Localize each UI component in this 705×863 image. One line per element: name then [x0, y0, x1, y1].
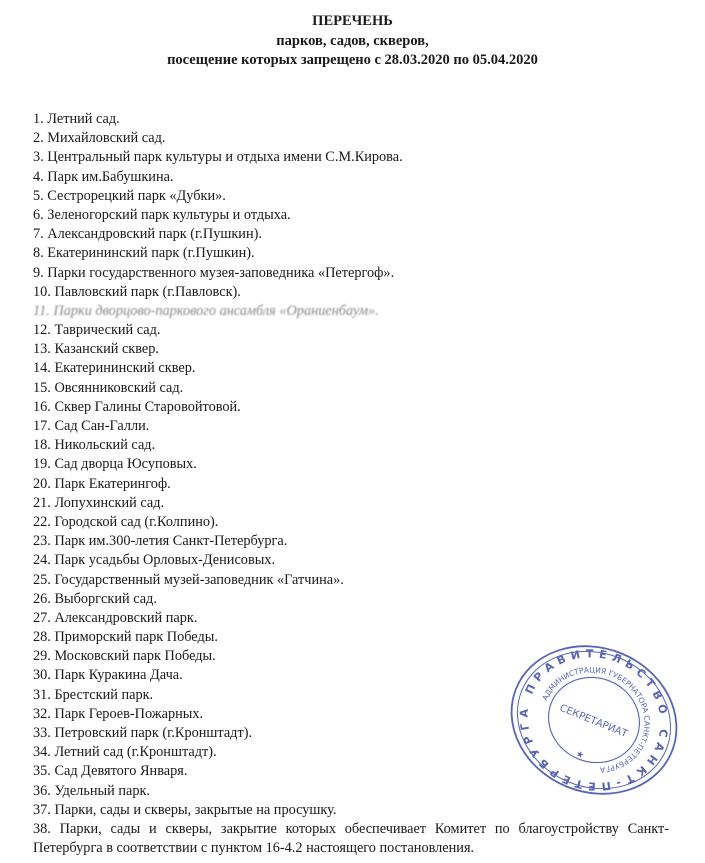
list-item: 2. Михайловский сад. — [33, 130, 166, 147]
list-item: 12. Таврический сад. — [33, 322, 161, 339]
stamp-outer-text: ПРАВИТЕЛЬСТВО САНКТ-ПЕТЕРБУРГА — [517, 647, 671, 793]
list-item: 13. Казанский сквер. — [33, 341, 159, 358]
list-item: 28. Приморский парк Победы. — [33, 629, 218, 646]
list-item: 3. Центральный парк культуры и отдыха имени С.М.Кирова. — [33, 149, 403, 166]
list-item: 16. Сквер Галины Старовойтовой. — [33, 398, 241, 415]
list-item: 23. Парк им.300-летия Санкт-Петербурга. — [33, 533, 288, 550]
list-item: 31. Брестский парк. — [33, 686, 154, 703]
list-item: 30. Парк Куракина Дача. — [33, 667, 183, 684]
list-item: 24. Парк усадьбы Орловых-Денисовых. — [33, 552, 276, 569]
list-item: 1. Летний сад. — [33, 111, 120, 127]
list-item: 37. Парки, сады и скверы, закрытые на просушку. — [33, 801, 337, 818]
list-item: 22. Городской сад (г.Колпино). — [33, 513, 219, 530]
document-subtitle-line1: парков, садов, скверов, — [276, 33, 429, 49]
document-subtitle-line2: посещение которых запрещено с 28.03.2020 по 05.04.2020 — [167, 52, 538, 68]
list-item: 10. Павловский парк (г.Павловск). — [33, 283, 241, 300]
list-item: 36. Удельный парк. — [33, 782, 150, 799]
list-item: 15. Овсянниковский сад. — [33, 379, 184, 396]
list-item: 38. Парки, сады и скверы, закрытие которых обеспечивает Комитет по благоустройству Санкт-Петербурга в соответствии с пунктом 16-4.2 настоящего постановления. — [33, 820, 669, 857]
list-item: 20. Парк Екатерингоф. — [33, 475, 171, 492]
list-item: 29. Московский парк Победы. — [33, 648, 216, 665]
official-stamp-icon — [505, 645, 683, 795]
stamp-star-icon: ★ — [574, 749, 586, 762]
stamp-center-text: СЕКРЕТАРИАТ — [557, 702, 629, 741]
list-item: 26. Выборгский сад. — [33, 590, 157, 607]
list-item: 5. Сестрорецкий парк «Дубки». — [33, 187, 226, 204]
list-item: 21. Лопухинский сад. — [33, 494, 165, 511]
list-item: 19. Сад дворца Юсуповых. — [33, 456, 197, 473]
list-item: 27. Александровский парк. — [33, 609, 198, 626]
list-item: 33. Петровский парк (г.Кронштадт). — [33, 725, 253, 741]
list-item: 34. Летний сад (г.Кронштадт). — [33, 744, 217, 761]
list-item: 14. Екатерининский сквер. — [33, 360, 196, 377]
list-item: 17. Сад Сан-Галли. — [33, 418, 150, 434]
list-item: 25. Государственный музей-заповедник «Гатчина». — [33, 571, 344, 588]
list-item: 9. Парки государственного музея-заповедника «Петергоф». — [33, 264, 395, 281]
list-item: 8. Екатерининский парк (г.Пушкин). — [33, 245, 255, 262]
document-title: ПЕРЕЧЕНЬ — [312, 13, 393, 29]
list-item: 18. Никольский сад. — [33, 437, 156, 454]
stamp-inner-text: АДМИНИСТРАЦИЯ ГУБЕРНАТОРА САНКТ-ПЕТЕРБУРГА — [540, 665, 652, 775]
list-item: 4. Парк им.Бабушкина. — [33, 168, 174, 185]
list-item-faded: 11. Парки дворцово-паркового ансамбля «Ораниенбаум». — [33, 302, 379, 319]
list-item: 32. Парк Героев-Пожарных. — [33, 705, 204, 722]
list-item: 35. Сад Девятого Января. — [33, 763, 188, 780]
list-item: 7. Александровский парк (г.Пушкин). — [33, 226, 262, 243]
list-item: 6. Зеленогорский парк культуры и отдыха. — [33, 206, 291, 223]
